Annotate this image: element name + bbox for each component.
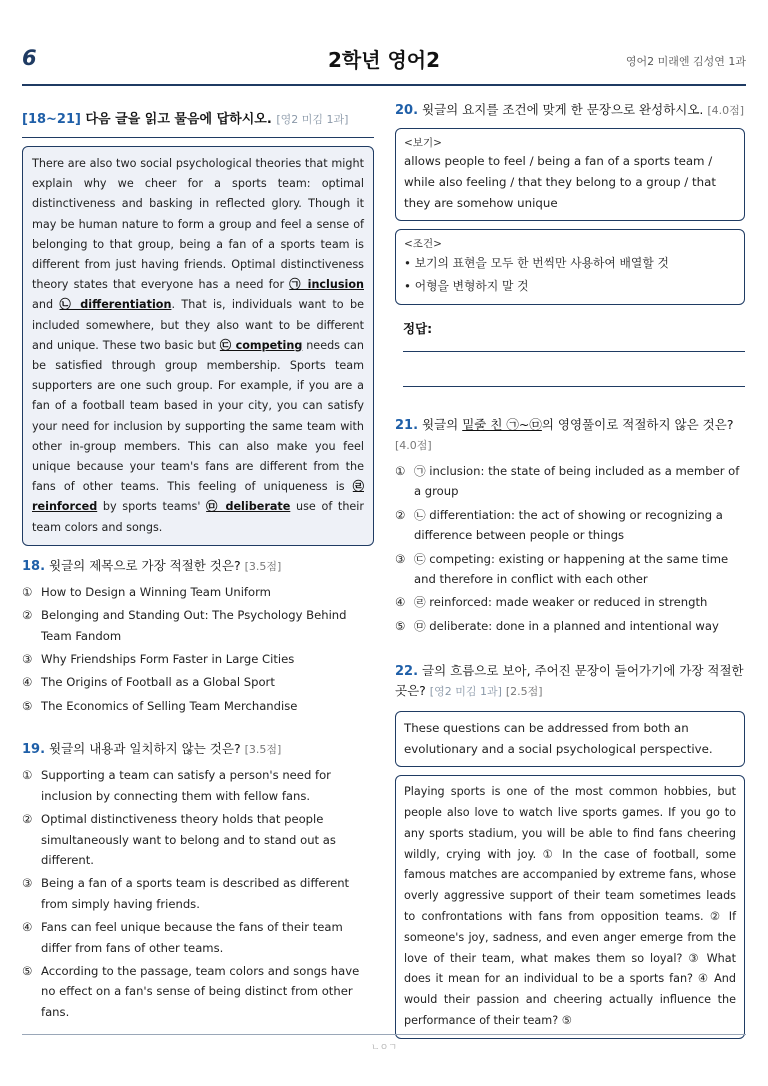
passage-text: There are also two social psychological theories that might explain why we cheer for a sports team: optimal distinctiveness and basking in reflected glory. Though it may be human nature to form a group and feel a sense of belonging to that group, being a fan of a sports team is different from just having friends. Optimal distinctiveness theory states that everyone has a need for [32, 157, 364, 292]
insert-position-3[interactable]: ③ [688, 951, 701, 965]
passage-text: needs can be satisfied through group membership. Sports team supporters are one such group. For example, if you are a fan of a football team based in your city, you can satisfy your need for inclusion by supporting the same team with other in-group members. This can also make you feel unique because your team's fans are different from the fans of other teams. This feeling of uniqueness is [32, 338, 364, 494]
question-number: 18. [22, 558, 46, 574]
insert-position-4[interactable]: ④ [697, 972, 710, 986]
page-subtitle: 영어2 미래엔 김성연 1과 [625, 55, 746, 68]
passage-text: use of their team colors and songs. [32, 500, 364, 534]
question-number: 20. [395, 103, 419, 118]
option-1[interactable]: ① ㉠ inclusion: the state of being included as a member of a group [395, 464, 740, 499]
q19-options [22, 765, 374, 1022]
option-4[interactable]: ④ Fans can feel unique because the fans of their team differ from fans of other teams. [22, 920, 343, 955]
question-number: 22. [395, 664, 419, 680]
bogi-box [395, 128, 745, 221]
option-3[interactable]: ③ ㉢ competing: existing or happening at the same time and therefore in conflict with each other [395, 551, 729, 587]
page-number: 6 [22, 46, 37, 70]
question-21 [395, 415, 745, 455]
option-1[interactable]: ① Supporting a team can satisfy a person's need for inclusion by connecting them with fellow fans. [22, 768, 331, 803]
given-sentence-box [395, 711, 745, 767]
option-5[interactable]: ⑤ ㉤ deliberate: done in a planned and intentional way [395, 618, 719, 633]
option-3[interactable]: ③ Why Friendships Form Faster in Large Cities [22, 652, 295, 667]
passage-text: and [32, 298, 60, 312]
condition-box [395, 229, 745, 305]
question-text: 윗글의 제목으로 가장 적절한 것은? [49, 557, 241, 573]
question-text: 윗글의 내용과 일치하지 않는 것은? [49, 741, 241, 757]
left-column [22, 96, 374, 1025]
option-3[interactable]: ③ Being a fan of a sports team is described as different from simply having friends. [22, 876, 350, 911]
option-5[interactable]: ⑤ The Economics of Selling Team Merchandise [22, 698, 298, 713]
question-points: [3.5점] [244, 559, 282, 573]
question-text: 윗글의 요지를 조건에 맞게 한 문장으로 완성하시오. [422, 102, 704, 117]
condition-item: • 어형을 변형하지 말 것 [404, 279, 529, 293]
insert-position-5[interactable]: ⑤ [561, 1014, 572, 1028]
bogi-text: allows people to feel / being a fan of a sports team / while also feeling / that they belong to a group / that they are somehow unique [404, 154, 716, 210]
header-divider [22, 84, 746, 86]
question-19 [22, 739, 374, 759]
underline-differentiation: ㉡ differentiation [59, 298, 172, 312]
question-points: [4.0점] [395, 439, 432, 452]
underline-competing: ㉢ competing [219, 338, 303, 352]
passage-text: by sports teams' [97, 500, 207, 514]
underline-reinforced: ㉣ reinforced [32, 480, 364, 514]
option-4[interactable]: ④ ㉣ reinforced: made weaker or reduced in strength [395, 595, 708, 610]
bogi-label: <보기> [404, 137, 442, 149]
question-text: 의 영영풀이로 적절하지 않은 것은? [541, 417, 734, 432]
page-title: 2학년 영어2 [327, 48, 441, 72]
question-text: 글의 흐름으로 보아, 주어진 문장이 들어가기에 가장 적절한 곳은? [395, 663, 744, 699]
question-points: [4.0점] [707, 104, 745, 117]
question-points: [2.5점] [505, 685, 543, 699]
option-5[interactable]: ⑤ According to the passage, team colors and songs have no effect on a fan's sense of being distinct from other fans. [22, 963, 360, 1019]
question-points: [3.5점] [244, 743, 282, 757]
question-underlined-text: 밑줄 친 ㉠~㉤ [462, 417, 542, 432]
option-2[interactable]: ② Belonging and Standing Out: The Psychology Behind Team Fandom [22, 608, 347, 643]
given-sentence: These questions can be addressed from both an evolutionary and a social psychological perspective. [404, 721, 713, 757]
question-20 [395, 100, 745, 120]
footer-mark: ㄴㅇㄱ [370, 1043, 398, 1053]
question-number: 21. [395, 418, 419, 433]
condition-list [404, 252, 736, 298]
condition-item: • 보기의 표현을 모두 한 번씩만 사용하여 배열할 것 [404, 256, 669, 270]
passage-text: . That is, individuals want to be included somewhere, but they also want to be different and unique. These two basic but [32, 298, 365, 352]
section-tag: [영2 미김 1과] [276, 113, 349, 126]
question-tag: [영2 미김 1과] [429, 685, 502, 699]
section-heading [22, 108, 374, 138]
question-22 [395, 661, 745, 701]
option-4[interactable]: ④ The Origins of Football as a Global Sport [22, 675, 275, 690]
section-range: [18~21] [22, 112, 81, 127]
answer-line[interactable] [403, 352, 745, 387]
section-instruction: 다음 글을 읽고 물음에 답하시오. [85, 112, 272, 127]
option-1[interactable]: ① How to Design a Winning Team Uniform [22, 584, 271, 599]
underline-deliberate: ㉤ deliberate [206, 500, 291, 514]
reading-passage [22, 146, 374, 546]
question-18 [22, 556, 374, 576]
condition-label: <조건> [404, 238, 442, 250]
right-column [395, 96, 745, 1039]
insert-position-2[interactable]: ② [709, 910, 723, 924]
answer-line[interactable] [403, 337, 745, 352]
insert-position-1[interactable]: ① [542, 847, 556, 861]
q18-options [22, 582, 374, 716]
q21-options [395, 461, 745, 636]
q22-passage: Playing sports is one of the most common hobbies, but people also love to watch live sports games. If you go to any sports stadium, you will be able to find fans cheering wildly, crying with joy. ① In the case of football, some famous matches are accompanied by extreme fans, whose overly aggressive support of their team sometimes leads to confrontations with fans from opposition teams. ② If someone's joy, sadness, and even anger emerge from the love of their team, what makes them so loyal? ③ What does it mean for an individual to be a sports fan? ④ And would their passion and cheering actually influence the performance of their team? ⑤ [395, 775, 745, 1039]
underline-inclusion: ㉠ inclusion [289, 278, 364, 292]
option-2[interactable]: ② Optimal distinctiveness theory holds that people simultaneously want to belong and to stand out as different. [22, 812, 336, 867]
option-2[interactable]: ② ㉡ differentiation: the act of showing or recognizing a difference between people or things [395, 507, 723, 543]
page-header [22, 40, 746, 80]
question-text: 윗글의 [422, 417, 463, 432]
question-number: 19. [22, 742, 46, 758]
footer-divider [22, 1034, 746, 1035]
answer-label: 정답: [403, 321, 433, 336]
